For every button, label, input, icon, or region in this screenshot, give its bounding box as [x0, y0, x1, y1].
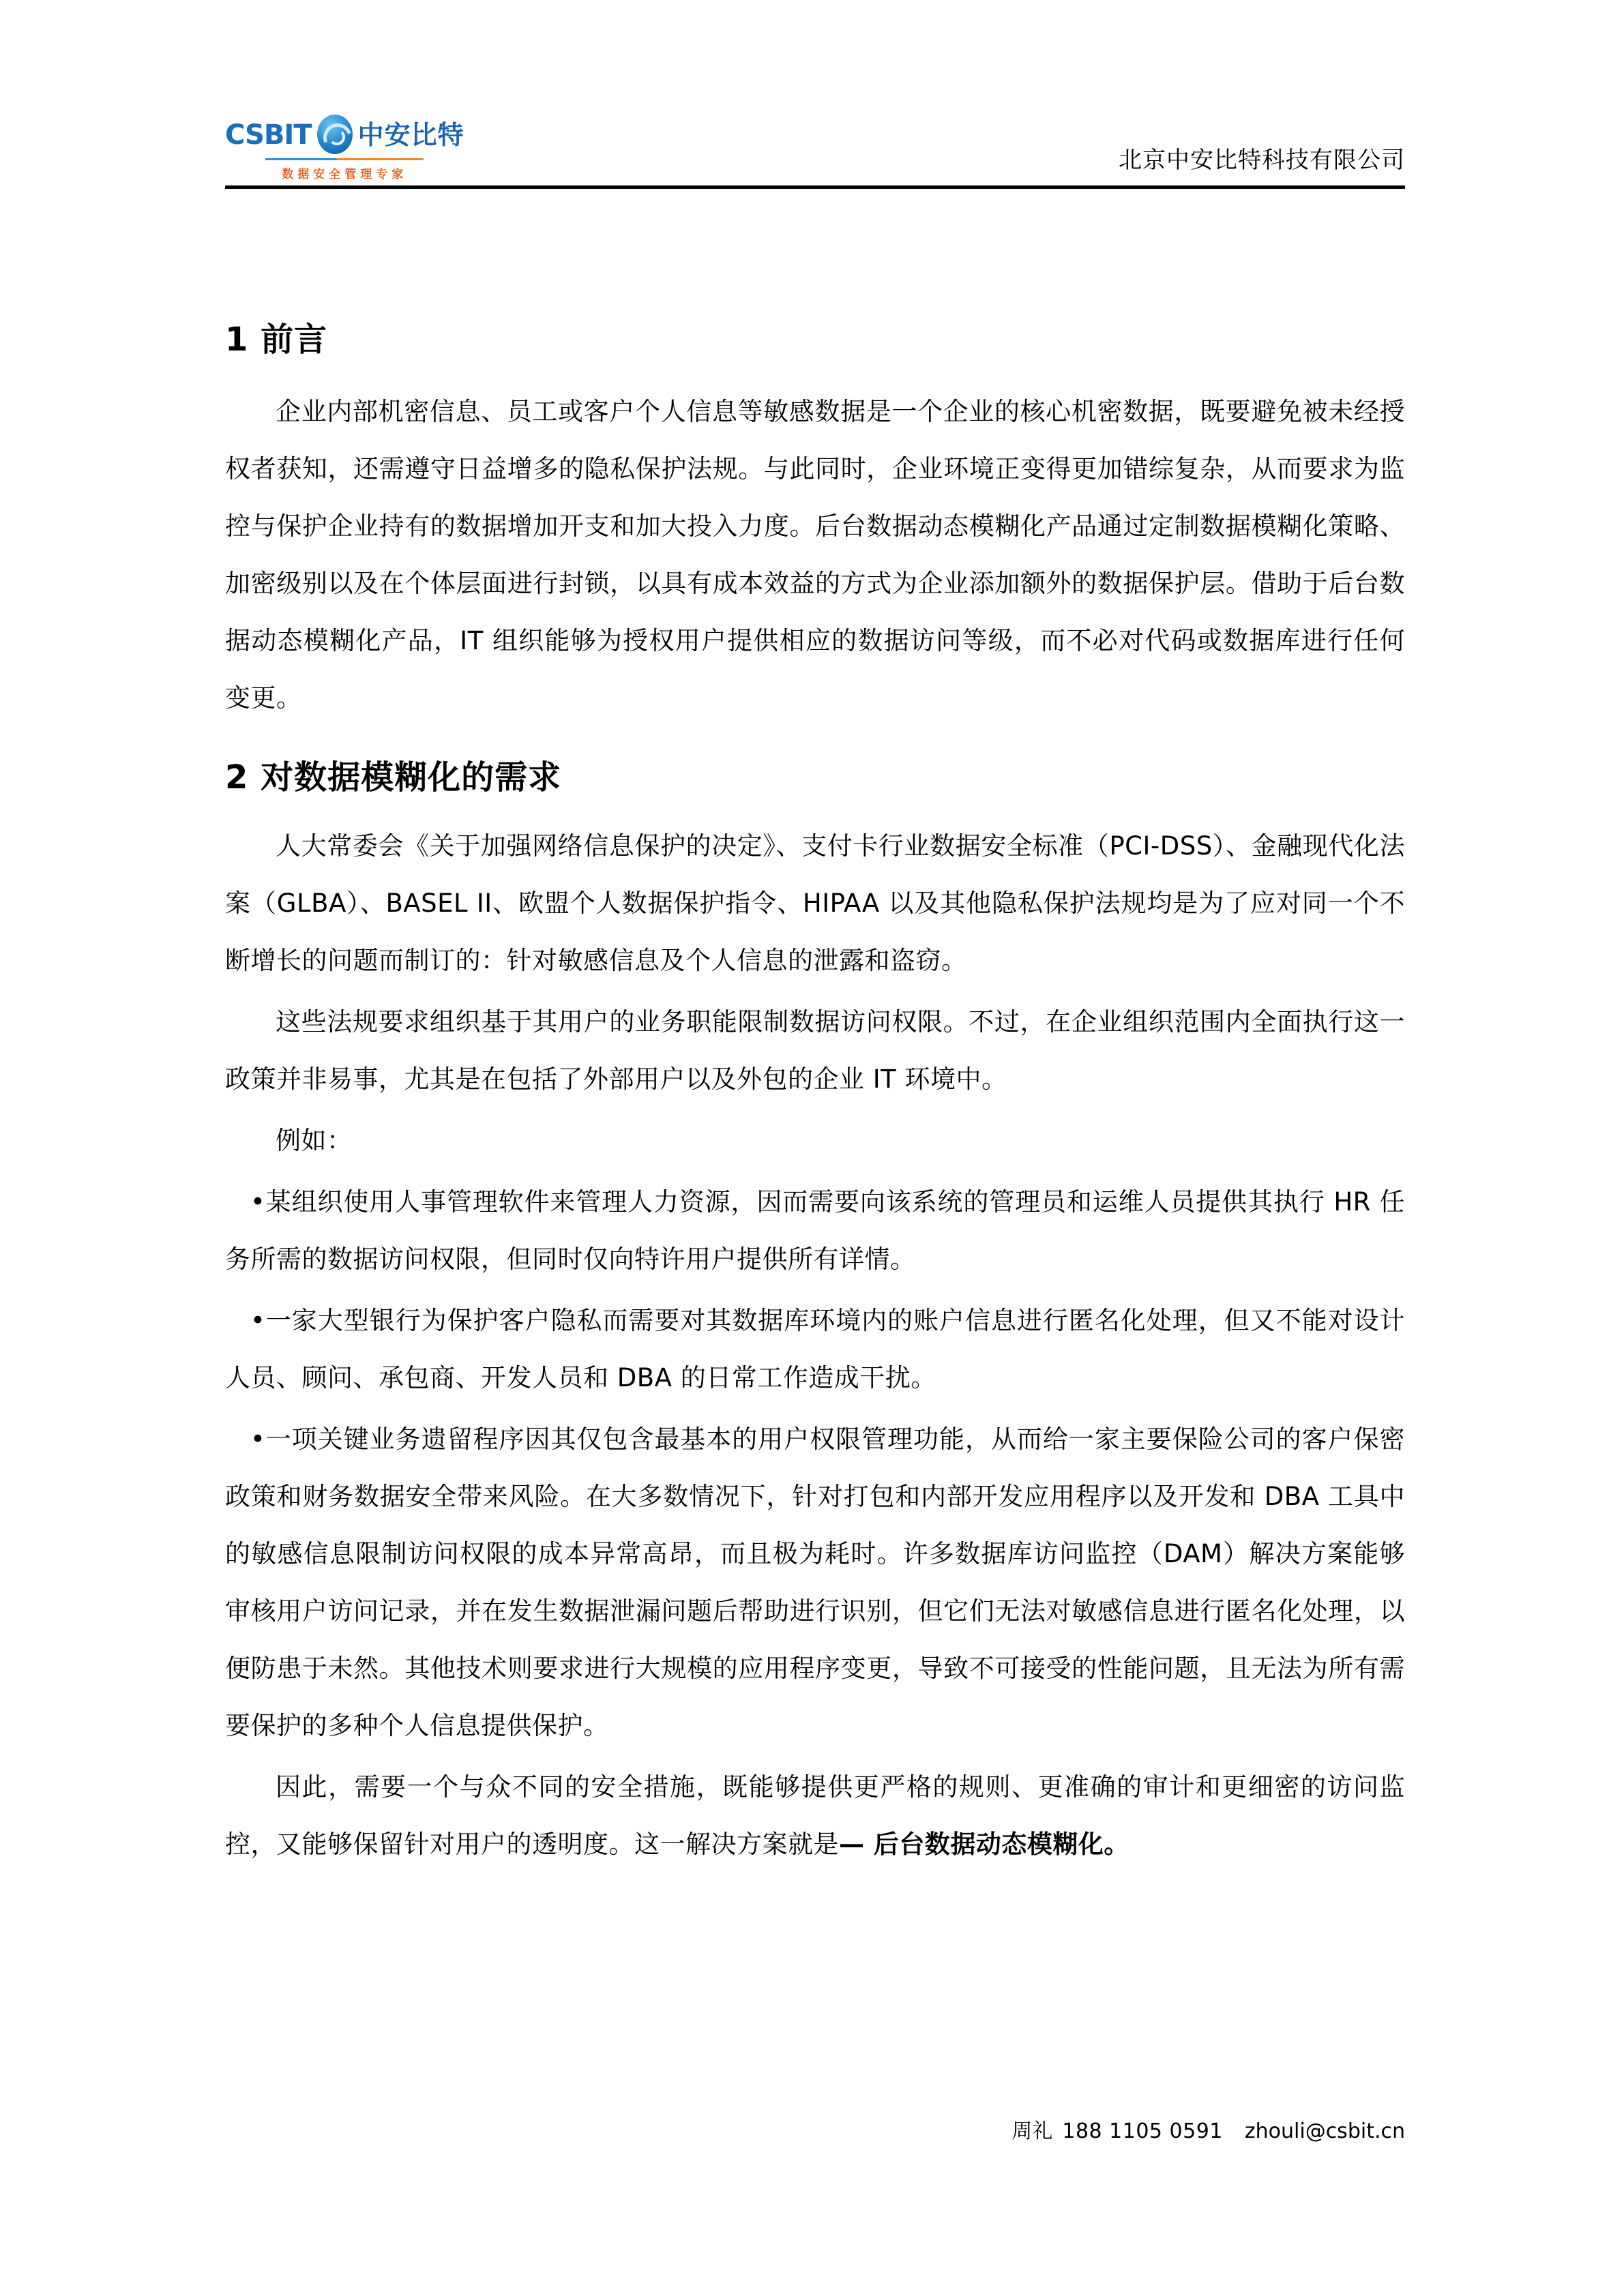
section-heading-1: 1 前言 — [225, 320, 328, 359]
logo-latin-text: CSBIT — [225, 119, 312, 151]
closing-bold-text: — 后台数据动态模糊化。 — [839, 1830, 1130, 1860]
section-1-paragraph: 企业内部机密信息、员工或客户个人信息等敏感数据是一个企业的核心机密数据，既要避免被未经授权者获知，还需遵守日益增多的隐私保护法规。与此同时，企业环境正变得更加错综复杂，从而要求为监控与保护企业持有的数据增加开支和加大投入力度。后台数据动态模糊化产品通过定制数据模糊化策略、加密级别以及在个体层面进行封锁，以具有成本效益的方式为企业添加额外的数据保护层。借助于后台数据动态模糊化产品，IT 组织能够为授权用户提供相应的数据访问等级，而不必对代码或数据库进行任何变更。 — [225, 396, 1405, 713]
section-2-closing-paragraph — [225, 1759, 1405, 1873]
section-2-example-label: 例如： — [276, 1126, 353, 1156]
footer-email: zhouli@csbit.cn — [1244, 2119, 1405, 2143]
footer-phone: 188 1105 0591 — [1062, 2119, 1223, 2143]
section-2-paragraph-1: 人大常委会《关于加强网络信息保护的决定》、支付卡行业数据安全标准（PCI-DSS）、金融现代化法案（GLBA）、BASEL II、欧盟个人数据保护指令、HIPAA 以及其他隐私保护法规均是为了应对同一个不断增长的问题而制订的：针对敏感信息及个人信息的泄露和盗窃。 — [225, 831, 1405, 976]
closing-normal-text: 因此，需要一个与众不同的安全措施，既能够提供更严格的规则、更准确的审计和更细密的访问监控，又能够保留针对用户的透明度。这一解决方案就是 — [225, 1772, 1405, 1860]
company-logo — [225, 115, 464, 181]
logo-underline-rule — [265, 158, 424, 160]
logo-row — [225, 115, 464, 155]
bullet-item-3: •一项关键业务遗留程序因其仅包含最基本的用户权限管理功能，从而给一家主要保险公司的客户保密政策和财务数据安全带来风险。在大多数情况下，针对打包和内部开发应用程序以及开发和 DBA 工具中的敏感信息限制访问权限的成本异常高昂，而且极为耗时。许多数据库访问监控（DAM）解决方案能够审核用户访问记录，并在发生数据泄漏问题后帮助进行识别，但它们无法对敏感信息进行匿名化处理，以便防患于未然。其他技术则要求进行大规模的应用程序变更，导致不可接受的性能问题，且无法为所有需要保护的多种个人信息提供保护。 — [225, 1425, 1405, 1741]
bullet-item-1: •某组织使用人事管理软件来管理人力资源，因而需要向该系统的管理员和运维人员提供其执行 HR 任务所需的数据访问权限，但同时仅向特许用户提供所有详情。 — [225, 1187, 1405, 1274]
header-company-name: 北京中安比特科技有限公司 — [1119, 147, 1405, 174]
document-body — [225, 320, 1405, 1877]
spiral-logo-icon — [316, 115, 354, 155]
section-2-paragraph-2: 这些法规要求组织基于其用户的业务职能限制数据访问权限。不过，在企业组织范围内全面执行这一政策并非易事，尤其是在包括了外部用户以及外包的企业 IT 环境中。 — [225, 1007, 1405, 1094]
footer-contact-name: 周礼 — [1012, 2119, 1053, 2143]
bullet-item-2: •一家大型银行为保护客户隐私而需要对其数据库环境内的账户信息进行匿名化处理，但又不能对设计人员、顾问、承包商、开发人员和 DBA 的日常工作造成干扰。 — [225, 1306, 1405, 1393]
logo-chinese-text: 中安比特 — [357, 120, 464, 150]
page-footer — [225, 2114, 1405, 2144]
header-divider — [225, 185, 1405, 189]
page-header — [225, 102, 1405, 184]
section-heading-2: 2 对数据模糊化的需求 — [225, 758, 562, 796]
logo-tagline: 数据安全管理专家 — [282, 168, 408, 181]
